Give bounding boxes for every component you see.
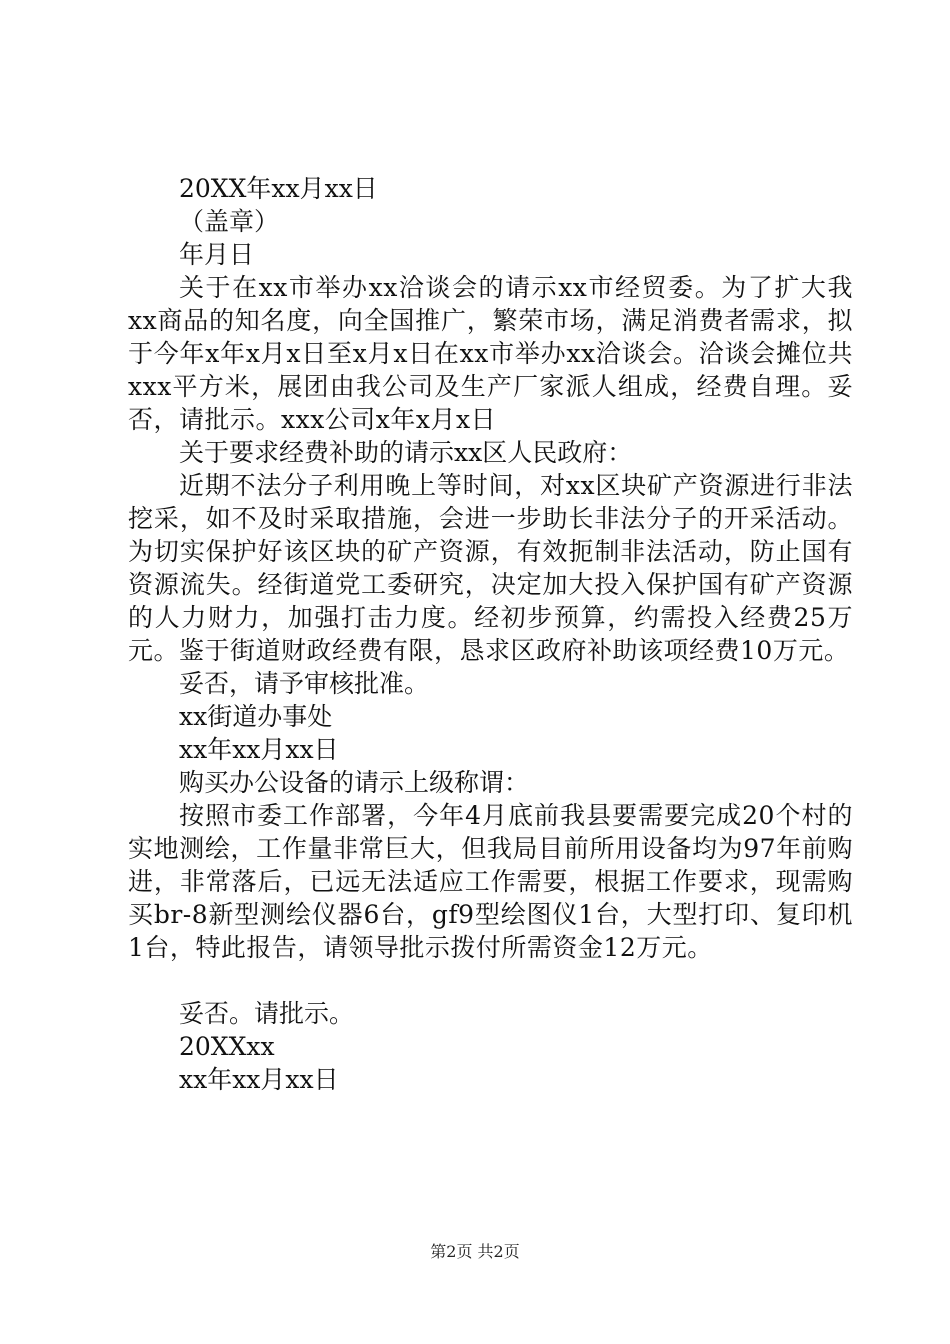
date-line: 20XX年xx月xx日 [179, 174, 378, 203]
subsidy-sender: xx街道办事处 [179, 702, 333, 731]
paragraph-gap [128, 964, 853, 997]
page-number: 第2页 共2页 [430, 1242, 520, 1261]
equipment-request-title: 购买办公设备的请示上级称谓： [179, 768, 530, 797]
date-blank-line: 年月日 [179, 240, 255, 269]
document-body [128, 172, 853, 1096]
subsidy-date: xx年xx月xx日 [179, 735, 339, 764]
subsidy-request-title: 关于要求经费补助的请示xx区人民政府： [179, 438, 633, 467]
subsidy-closing: 妥否，请予审核批准。 [179, 669, 430, 698]
equipment-request-body: 按照市委工作部署，今年4月底前我县要需要完成20个村的实地测绘，工作量非常巨大，但我局目前所用设备均为97年前购进，非常落后，已远无法适应工作需要，根据工作要求，现需购买br-8新型测绘仪器6台，gf9型绘图仪1台，大型打印、复印机1台，特此报告，请领导批示拨付所需资金12万元。 [128, 801, 853, 962]
equipment-sender: 20XXxx [179, 1032, 275, 1061]
subsidy-request-body: 近期不法分子利用晚上等时间，对xx区块矿产资源进行非法挖采，如不及时采取措施，会进一步助长非法分子的开采活动。为切实保护好该区块的矿产资源，有效扼制非法活动，防止国有资源流失。经街道党工委研究，决定加大投入保护国有矿产资源的人力财力，加强打击力度。经初步预算，约需投入经费25万元。鉴于街道财政经费有限，恳求区政府补助该项经费10万元。 [128, 471, 853, 665]
expo-request-paragraph: 关于在xx市举办xx洽谈会的请示xx市经贸委。为了扩大我xx商品的知名度，向全国推广，繁荣市场，满足消费者需求，拟于今年x年x月x日至x月x日在xx市举办xx洽谈会。洽谈会摊位共xxx平方米，展团由我公司及生产厂家派人组成，经费自理。妥否，请批示。xxx公司x年x月x日 [128, 273, 853, 434]
seal-line: （盖章） [179, 207, 280, 236]
equipment-date: xx年xx月xx日 [179, 1065, 339, 1094]
equipment-closing: 妥否。请批示。 [179, 999, 355, 1028]
